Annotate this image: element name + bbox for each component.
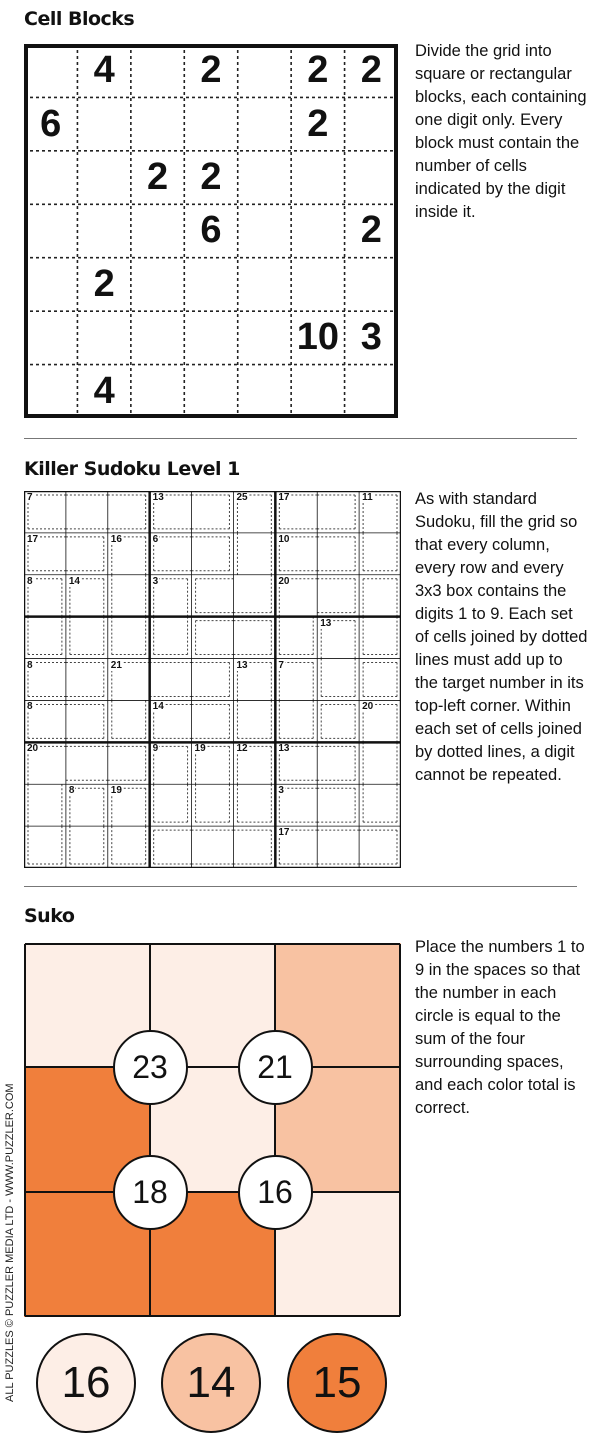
killer-sudoku-cell[interactable] <box>233 575 275 617</box>
killer-sudoku-cell[interactable] <box>233 617 275 659</box>
cage-sum-label: 21 <box>110 659 122 671</box>
cell-blocks-cell[interactable] <box>345 365 398 418</box>
cell-blocks-cell[interactable] <box>77 311 130 364</box>
killer-sudoku-instructions: As with standard Sudoku, fill the grid so that every column, every row and every 3x3 box contains the digits 1 to 9. Each set of cells joined by dotted lines must add up to the target number in its top-left corner. Within each set of cells joined by dotted lines, a digit cannot be repeated. <box>415 490 588 784</box>
killer-sudoku-cell[interactable] <box>317 700 359 742</box>
cage-sum-label: 20 <box>362 701 374 713</box>
killer-sudoku-cell[interactable] <box>192 617 234 659</box>
killer-sudoku-cell[interactable] <box>359 826 401 868</box>
cell-blocks-grid[interactable] <box>24 44 398 418</box>
cell-blocks-cell[interactable]: 4 <box>93 49 115 92</box>
cage-sum-label: 7 <box>27 492 33 503</box>
cell-blocks-cell[interactable]: 2 <box>93 262 115 305</box>
killer-sudoku-cell[interactable] <box>108 826 150 868</box>
killer-sudoku-cell[interactable] <box>359 659 401 701</box>
killer-sudoku-cell[interactable] <box>233 826 275 868</box>
cell-blocks-cell[interactable]: 2 <box>307 49 329 92</box>
killer-sudoku-cell[interactable] <box>108 742 150 784</box>
killer-sudoku-cell[interactable] <box>108 575 150 617</box>
color-total-light: 16 <box>36 1333 136 1433</box>
killer-sudoku-cell[interactable] <box>108 700 150 742</box>
killer-sudoku-cell[interactable] <box>150 659 192 701</box>
cell-blocks-cell[interactable] <box>238 151 291 204</box>
cell-blocks-cell[interactable] <box>345 151 398 204</box>
color-total-medium: 14 <box>161 1333 261 1433</box>
cell-blocks-cell[interactable]: 2 <box>307 102 329 145</box>
killer-sudoku-cell[interactable] <box>359 617 401 659</box>
cell-blocks-cell[interactable] <box>184 97 237 150</box>
cell-blocks-cell[interactable] <box>238 311 291 364</box>
cage-sum-label: 13 <box>278 743 290 755</box>
suko-sum-circle: 18 <box>113 1155 188 1230</box>
suko-sum-circle: 21 <box>238 1030 313 1105</box>
cage-sum-label: 12 <box>236 743 248 755</box>
killer-sudoku-cell[interactable] <box>359 575 401 617</box>
cage-sum-label: 13 <box>236 659 248 671</box>
killer-sudoku-cell[interactable] <box>317 575 359 617</box>
killer-sudoku-cell[interactable] <box>108 617 150 659</box>
killer-sudoku-cell[interactable] <box>192 575 234 617</box>
suko-lines <box>24 943 401 1317</box>
cage-sum-label: 19 <box>194 743 206 755</box>
cage-sum-label: 8 <box>27 659 33 671</box>
cage-sum-label: 19 <box>110 785 122 797</box>
cell-blocks-cell[interactable]: 3 <box>360 316 382 359</box>
killer-sudoku-cell[interactable] <box>66 700 108 742</box>
killer-sudoku-cell[interactable] <box>233 700 275 742</box>
cell-blocks-cell[interactable] <box>24 311 77 364</box>
cell-blocks-cell[interactable]: 2 <box>360 209 382 252</box>
cell-blocks-cell[interactable] <box>238 204 291 257</box>
cell-blocks-cell[interactable] <box>131 258 184 311</box>
cage-sum-label: 3 <box>152 575 159 587</box>
killer-sudoku-cell[interactable] <box>317 533 359 575</box>
cage-sum-label: 17 <box>27 533 39 545</box>
cell-blocks-cell[interactable]: 6 <box>40 102 62 145</box>
killer-sudoku-cell[interactable] <box>233 533 275 575</box>
section-divider <box>24 438 577 439</box>
cell-blocks-cell[interactable] <box>77 97 130 150</box>
cage-sum-label: 13 <box>320 617 332 629</box>
cell-blocks-cell[interactable] <box>345 258 398 311</box>
killer-sudoku-title: Killer Sudoku Level 1 <box>24 458 240 480</box>
cell-blocks-cell[interactable] <box>291 151 344 204</box>
killer-sudoku-cell[interactable] <box>317 659 359 701</box>
cage-sum-label: 13 <box>152 492 164 503</box>
killer-sudoku-cell[interactable] <box>359 784 401 826</box>
cage-sum-label: 20 <box>27 743 39 755</box>
cage-sum-label: 8 <box>27 575 33 587</box>
cage-sum-label: 17 <box>278 492 290 503</box>
cell-blocks-cell[interactable] <box>77 151 130 204</box>
cell-blocks-cell[interactable] <box>131 204 184 257</box>
cage-sum-label: 10 <box>278 533 290 545</box>
killer-sudoku-cell[interactable] <box>233 784 275 826</box>
killer-sudoku-cell[interactable] <box>108 491 150 533</box>
killer-sudoku-cell[interactable] <box>192 700 234 742</box>
killer-sudoku-cell[interactable] <box>66 491 108 533</box>
killer-sudoku-cell[interactable] <box>192 533 234 575</box>
cell-blocks-cell[interactable]: 6 <box>200 209 222 252</box>
cage-sum-label: 7 <box>278 659 284 671</box>
cell-blocks-cell[interactable] <box>291 365 344 418</box>
cell-blocks-cell[interactable] <box>184 311 237 364</box>
cell-blocks-cell[interactable]: 4 <box>93 369 115 412</box>
cell-blocks-cell[interactable] <box>291 204 344 257</box>
cage-sum-label: 16 <box>110 533 122 545</box>
cell-blocks-cell[interactable]: 2 <box>200 49 222 92</box>
cell-blocks-cell[interactable] <box>24 151 77 204</box>
killer-sudoku-cell[interactable] <box>359 533 401 575</box>
cell-blocks-cell[interactable] <box>184 258 237 311</box>
killer-sudoku-cell[interactable] <box>150 784 192 826</box>
suko-title: Suko <box>24 905 75 927</box>
killer-sudoku-cell[interactable] <box>150 826 192 868</box>
killer-sudoku-cell[interactable] <box>317 826 359 868</box>
cell-blocks-cell[interactable] <box>184 365 237 418</box>
cage-sum-label: 17 <box>278 827 290 839</box>
cell-blocks-cell[interactable] <box>24 204 77 257</box>
killer-sudoku-cell[interactable] <box>66 742 108 784</box>
cage-sum-label: 8 <box>68 785 75 797</box>
killer-sudoku-cell[interactable] <box>66 617 108 659</box>
cage-sum-label: 9 <box>152 743 159 755</box>
cage-sum-label: 25 <box>236 492 248 503</box>
cell-blocks-title: Cell Blocks <box>24 8 135 30</box>
killer-sudoku-cell[interactable] <box>192 491 234 533</box>
cage-sum-label: 11 <box>362 492 373 503</box>
suko-instructions: Place the numbers 1 to 9 in the spaces so that the number in each circle is equal to the sum of the four surrounding spaces, and each color total is correct. <box>415 938 585 1117</box>
suko-sum-circle: 23 <box>113 1030 188 1105</box>
killer-sudoku-cell[interactable] <box>275 617 317 659</box>
cage-sum-label: 6 <box>152 533 159 545</box>
cell-blocks-cell[interactable] <box>291 258 344 311</box>
killer-sudoku-cell[interactable] <box>24 784 66 826</box>
killer-sudoku-cell[interactable] <box>150 617 192 659</box>
suko-board[interactable] <box>24 943 401 1317</box>
killer-sudoku-cell[interactable] <box>24 617 66 659</box>
killer-sudoku-cell[interactable] <box>359 742 401 784</box>
killer-sudoku-cell[interactable] <box>66 533 108 575</box>
credit-line: ALL PUZZLES © PUZZLER MEDIA LTD - WWW.PUZZLER.COM <box>4 1083 16 1402</box>
suko-sum-circle: 16 <box>238 1155 313 1230</box>
cell-blocks-cell[interactable] <box>24 365 77 418</box>
cage-sum-label: 14 <box>152 701 164 713</box>
cell-blocks-cell[interactable]: 2 <box>146 156 169 199</box>
killer-sudoku-cell[interactable] <box>66 826 108 868</box>
killer-sudoku-cell[interactable] <box>192 659 234 701</box>
killer-sudoku-cell[interactable] <box>317 742 359 784</box>
cell-blocks-cell[interactable]: 2 <box>360 49 382 92</box>
cell-blocks-cell[interactable] <box>24 258 77 311</box>
cage-sum-label: 3 <box>278 785 284 797</box>
cell-blocks-cell[interactable] <box>131 365 184 418</box>
cell-blocks-cell[interactable]: 10 <box>296 316 339 359</box>
color-total-dark: 15 <box>287 1333 387 1433</box>
cell-blocks-cell[interactable] <box>238 44 291 97</box>
cell-blocks-cell[interactable] <box>238 365 291 418</box>
cage-sum-label: 20 <box>278 575 290 587</box>
cell-blocks-cell[interactable] <box>24 44 77 97</box>
cell-blocks-cell[interactable] <box>238 258 291 311</box>
cell-blocks-instructions: Divide the grid into square or rectangular blocks, each containing one digit only. Every block must contain the number of cells indicated by the digit inside it. <box>415 42 587 221</box>
cell-blocks-cell[interactable] <box>131 97 184 150</box>
killer-sudoku-cell[interactable] <box>192 784 234 826</box>
cell-blocks-cell[interactable] <box>131 311 184 364</box>
killer-sudoku-cell[interactable] <box>317 784 359 826</box>
cell-blocks-cell[interactable]: 2 <box>200 156 222 199</box>
killer-sudoku-cell[interactable] <box>192 826 234 868</box>
cell-blocks-cell[interactable] <box>77 204 130 257</box>
cell-blocks-cell[interactable] <box>131 44 184 97</box>
section-divider <box>24 886 577 887</box>
killer-sudoku-cell[interactable] <box>317 491 359 533</box>
cage-sum-label: 14 <box>68 575 80 587</box>
cell-blocks-cell[interactable] <box>238 97 291 150</box>
cage-sum-label: 8 <box>27 701 33 713</box>
killer-sudoku-cell[interactable] <box>66 659 108 701</box>
killer-sudoku-grid[interactable] <box>24 491 401 868</box>
killer-sudoku-cell[interactable] <box>24 826 66 868</box>
killer-sudoku-cell[interactable] <box>275 700 317 742</box>
cell-blocks-cell[interactable] <box>345 97 398 150</box>
